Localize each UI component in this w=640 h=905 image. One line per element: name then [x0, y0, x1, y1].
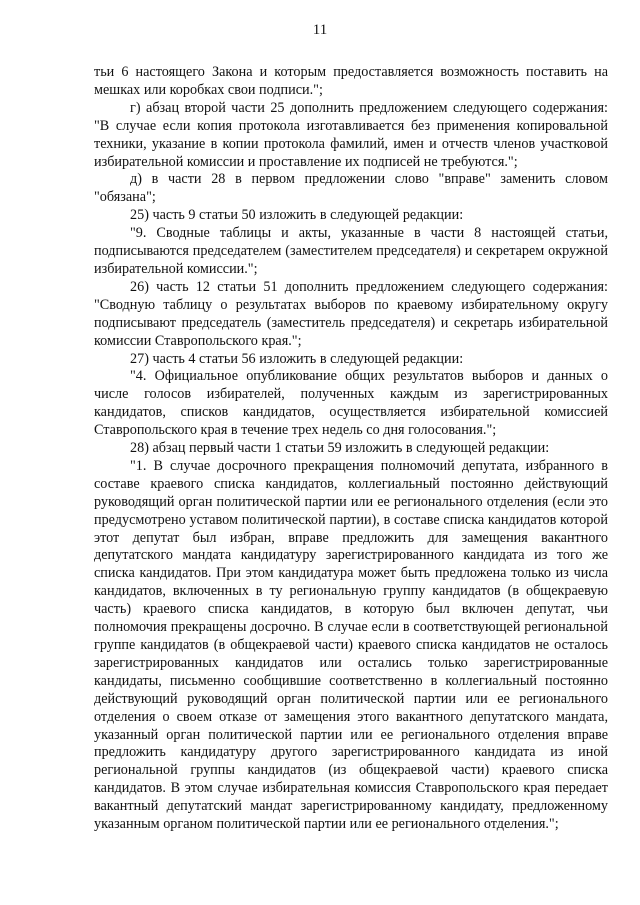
document-body — [94, 64, 608, 834]
paragraph-quote-article-59: "1. В случае досрочного прекращения полномочий депутата, избранного в составе краевого списка кандидатов, коллегиальный постоянно действующий руководящий орган политической партии или ее регионального отделения (если это предусмотрено уставом политической партии), в составе списка кандидатов которой этот депутат был избран, вправе предложить для замещения вакантного депутатского мандата кандидатуру зарегистрированного кандидата из того же списка кандидатов. При этом кандидатура может быть предложена только из числа кандидатов, включенных в ту региональную группу кандидатов (в общекраевую часть) краевого списка кандидатов, в которую был включен депутат, чьи полномочия прекращены досрочно. В случае если в соответствующей региональной группе кандидатов (в общекраевой части) краевого списка кандидатов не осталось зарегистрированных кандидатов или остались только зарегистрированные кандидаты, письменно сообщившие соответственно в коллегиальный постоянно действующий руководящий орган политической партии или ее регионального отделения о своем отказе от замещения этого вакантного депутатского мандата, указанный орган политической партии или ее регионального отделения вправе предложить кандидатуру другого зарегистрированного кандидата из иной региональной группы кандидатов (из общекраевой части) краевого списка кандидатов. В этом случае избирательная комиссия Ставропольского края передает вакантный депутатский мандат зарегистрированному кандидату, предложенному указанным органом политической партии или ее регионального отделения."; — [94, 457, 608, 833]
paragraph-item-27: 27) часть 4 статьи 56 изложить в следующей редакции: — [130, 350, 464, 367]
paragraph-item-g: г) абзац второй части 25 дополнить предложением следующего содержания: "В случае если копия протокола изготавливается без применения копировальной техники, указание в копии протокола фамилий, имен и отчеств членов участковой избирательной комиссии и проставление их подписей не требуются."; — [94, 99, 608, 170]
paragraph-item-25: 25) часть 9 статьи 50 изложить в следующей редакции: — [130, 207, 464, 224]
paragraph-item-28: 28) абзац первый части 1 статьи 59 изложить в следующей редакции: — [130, 440, 550, 457]
paragraph-item-26: 26) часть 12 статьи 51 дополнить предложением следующего содержания: "Сводную таблицу о результатах выборов по краевому избирательному округу подписывают председатель (заместитель председателя) и секретарь избирательной комиссии Ставропольского края."; — [94, 278, 608, 349]
paragraph-item-d: д) в части 28 в первом предложении слово "вправе" заменить словом "обязана"; — [94, 171, 608, 206]
paragraph-quote-article-50: "9. Сводные таблицы и акты, указанные в части 8 настоящей статьи, подписываются председателем (заместителем председателя) и секретарем окружной избирательной комиссии."; — [94, 225, 608, 277]
paragraph-continuation: тьи 6 настоящего Закона и которым предоставляется возможность поставить на мешках или коробках свои подписи."; — [94, 64, 608, 98]
paragraph-quote-article-56: "4. Официальное опубликование общих результатов выборов и данных о числе голосов избирателей, полученных каждым из зарегистрированных кандидатов, списков кандидатов, осуществляется избирательной комиссией Ставропольского края в течение трех недель со дня голосования."; — [94, 368, 608, 439]
page-number: 11 — [312, 22, 328, 38]
